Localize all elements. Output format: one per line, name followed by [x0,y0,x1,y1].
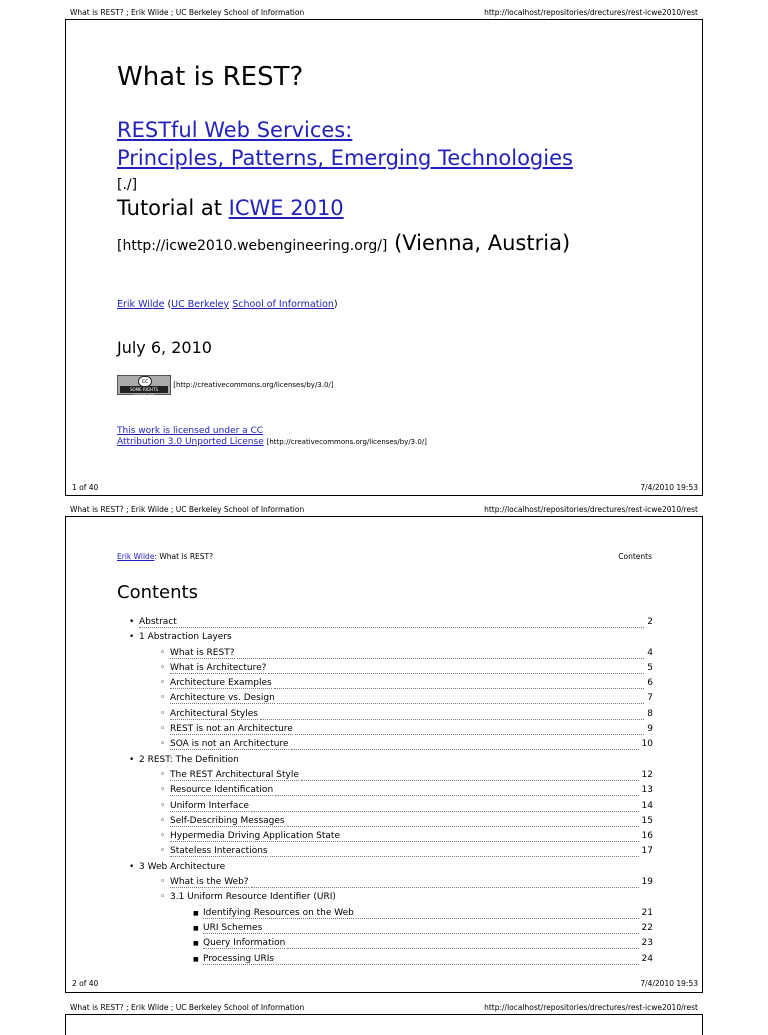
toc-item-label[interactable]: Identifying Resources on the Web [203,907,354,918]
toc-item[interactable] [129,908,653,923]
subtitle-ref: [./] [117,177,138,193]
toc-item-label[interactable]: SOA is not an Architecture [170,739,289,750]
tutorial-prefix: Tutorial at [117,196,229,220]
toc-bullet-icon: ◦ [160,739,166,750]
toc-item[interactable] [129,938,653,953]
toc-item[interactable] [129,678,653,693]
toc-bullet-icon: ◦ [160,662,166,673]
toc-leader-dots [356,918,639,919]
toc-page-number: 12 [641,769,653,780]
toc-leader-dots [264,933,639,934]
toc-bullet-icon: • [129,754,135,765]
toc-item-label[interactable]: Processing URIs [203,953,275,964]
toc-bullet-icon: ◦ [160,815,166,826]
print-timestamp: 7/4/2010 19:53 [640,979,698,988]
license-url: [http://creativecommons.org/licenses/by/3.0/] [266,438,427,446]
toc-item-label[interactable]: REST is not an Architecture [170,724,293,735]
icwe-link[interactable]: ICWE 2010 [228,196,344,220]
author-link[interactable]: Erik Wilde [117,299,165,310]
toc-bullet-icon: ■ [193,955,199,963]
toc-bullet-icon: ■ [193,909,199,917]
tutorial-location [117,228,587,261]
toc-item [129,892,653,907]
license-text [117,426,427,448]
toc-item-label[interactable]: Uniform Interface [170,800,249,811]
toc-page-number: 21 [641,907,653,918]
paren-close: ) [333,299,338,310]
toc-bullet-icon: • [129,617,135,627]
print-timestamp: 7/4/2010 19:53 [640,483,698,492]
subtitle-link[interactable] [117,116,573,172]
toc-item[interactable] [129,785,653,800]
toc-item-label[interactable]: What is the Web? [170,877,249,888]
toc-page-number: 5 [647,662,653,673]
author-line [117,299,338,310]
cc-badge-line [117,375,334,399]
paren-open: ( [164,299,172,310]
toc-item-label[interactable]: Resource Identification [170,785,274,796]
toc-leader-dots [287,826,639,827]
toc-leader-dots [301,780,639,781]
page-number: 2 of 40 [72,979,99,988]
cc-url: [http://creativecommons.org/licenses/by/3.0/] [173,381,334,389]
breadcrumb [117,552,652,561]
toc-item[interactable] [129,831,653,846]
toc-bullet-icon: ■ [193,924,199,932]
toc-page-number: 2 [647,617,653,627]
page-number: 1 of 40 [72,483,99,492]
icwe-url: [http://icwe2010.webengineering.org/] [117,238,388,254]
toc-leader-dots [342,841,639,842]
toc-item-label[interactable]: What is REST? [170,647,235,658]
toc-leader-dots [260,719,644,720]
toc-bullet-icon: ◦ [160,892,166,903]
license-link-1[interactable]: This work is licensed under a CC [117,426,264,436]
toc-page-number: 10 [641,739,653,750]
affiliation-link-1[interactable]: UC Berkeley [171,299,230,310]
date: July 6, 2010 [117,338,212,357]
toc-item [129,862,653,877]
toc-item-label[interactable]: Abstract [139,617,177,627]
toc-bullet-icon: ◦ [160,708,166,719]
toc-bullet-icon: ◦ [160,769,166,780]
cc-badge-icon[interactable]: cc SOME RIGHTS RESERVED [117,375,171,395]
toc-bullet-icon: • [129,861,135,872]
location-text: (Vienna, Austria) [387,231,571,255]
toc-bullet-icon: ◦ [160,831,166,842]
toc-item-label: 3.1 Uniform Resource Identifier (URI) [170,892,336,903]
toc-leader-dots [251,887,639,888]
toc-page-number: 17 [641,846,653,857]
page-title: What is REST? [117,62,304,92]
toc-leader-dots [277,703,644,704]
toc-page-number: 9 [647,724,653,735]
slide-page-2 [65,516,703,993]
toc-leader-dots [275,795,639,796]
table-of-contents [129,617,653,969]
toc-item[interactable] [129,648,653,663]
print-header-title: What is REST? ; Erik Wilde ; UC Berkeley School of Information [70,8,305,17]
toc-bullet-icon: ◦ [160,846,166,857]
slide-page-1 [65,19,703,496]
toc-leader-dots [295,734,644,735]
toc-page-number: 8 [647,708,653,719]
toc-leader-dots [251,811,639,812]
toc-leader-dots [268,673,644,674]
toc-item [129,632,653,647]
toc-bullet-icon: ◦ [160,877,166,888]
cc-badge-text: SOME RIGHTS RESERVED [120,386,168,393]
toc-bullet-icon: ◦ [160,785,166,796]
toc-item-label[interactable]: Hypermedia Driving Application State [170,831,340,842]
toc-item-label[interactable]: Architecture vs. Design [170,693,275,704]
print-header-url: http://localhost/repositories/drectures/rest-icwe2010/rest [484,8,698,17]
toc-item[interactable] [129,816,653,831]
subtitle-line-1[interactable]: RESTful Web Services: [117,118,353,142]
toc-item[interactable] [129,693,653,708]
breadcrumb-author-link[interactable]: Erik Wilde [117,552,155,561]
print-header-url: http://localhost/repositories/drectures/rest-icwe2010/rest [484,1003,698,1012]
toc-item-label[interactable]: What is Architecture? [170,662,267,673]
toc-bullet-icon: ◦ [160,647,166,658]
toc-item[interactable] [129,770,653,785]
toc-item-label[interactable]: Self-Describing Messages [170,815,285,826]
toc-page-number: 22 [641,922,653,933]
toc-leader-dots [276,964,639,965]
toc-leader-dots [287,948,639,949]
toc-item-label: 1 Abstraction Layers [139,632,232,643]
breadcrumb-current: : What is REST? [154,552,214,561]
tutorial-line [117,196,344,220]
toc-page-number: 4 [647,647,653,658]
print-header-title: What is REST? ; Erik Wilde ; UC Berkeley School of Information [70,505,305,514]
toc-item[interactable] [129,801,653,816]
toc-item-label[interactable]: Stateless Interactions [170,846,268,857]
toc-bullet-icon: ◦ [160,678,166,689]
toc-item[interactable] [129,663,653,678]
toc-item-label[interactable]: Architectural Styles [170,708,258,719]
toc-item-label[interactable]: Architecture Examples [170,678,272,689]
toc-item-label[interactable]: Query Information [203,938,286,949]
toc-item[interactable] [129,954,653,969]
toc-item[interactable] [129,739,653,754]
toc-item[interactable] [129,617,653,632]
toc-bullet-icon: ■ [193,940,199,948]
toc-page-number: 24 [641,953,653,964]
toc-page-number: 14 [641,800,653,811]
print-header-title: What is REST? ; Erik Wilde ; UC Berkeley School of Information [70,1003,305,1012]
toc-page-number: 16 [641,831,653,842]
toc-page-number: 19 [641,877,653,888]
breadcrumb-contents: Contents [618,552,652,561]
toc-item[interactable] [129,724,653,739]
toc-item[interactable] [129,923,653,938]
affiliation-link-2[interactable]: School of Information [232,299,334,310]
toc-leader-dots [291,749,639,750]
toc-item[interactable] [129,846,653,861]
toc-leader-dots [274,688,644,689]
print-header-url: http://localhost/repositories/drectures/rest-icwe2010/rest [484,505,698,514]
toc-leader-dots [237,658,644,659]
toc-bullet-icon: • [129,632,135,643]
toc-item-label[interactable]: URI Schemes [203,922,263,933]
toc-page-number: 13 [641,785,653,796]
toc-leader-dots [179,627,644,628]
toc-page-number: 7 [647,693,653,704]
toc-bullet-icon: ◦ [160,724,166,735]
toc-item-label: 2 REST: The Definition [139,754,239,765]
toc-page-number: 6 [647,678,653,689]
subtitle-line-2[interactable]: Principles, Patterns, Emerging Technologies [117,146,573,170]
toc-item [129,755,653,770]
toc-page-number: 23 [641,938,653,949]
toc-leader-dots [270,856,639,857]
toc-page-number: 15 [641,815,653,826]
contents-title: Contents [117,582,198,603]
license-link-2[interactable]: Attribution 3.0 Unported License [117,437,264,447]
toc-item[interactable] [129,709,653,724]
toc-item-label: 3 Web Architecture [139,861,226,872]
toc-item-label[interactable]: The REST Architectural Style [170,769,299,780]
toc-bullet-icon: ◦ [160,693,166,704]
slide-page-3 [65,1014,703,1035]
toc-bullet-icon: ◦ [160,800,166,811]
toc-item[interactable] [129,877,653,892]
